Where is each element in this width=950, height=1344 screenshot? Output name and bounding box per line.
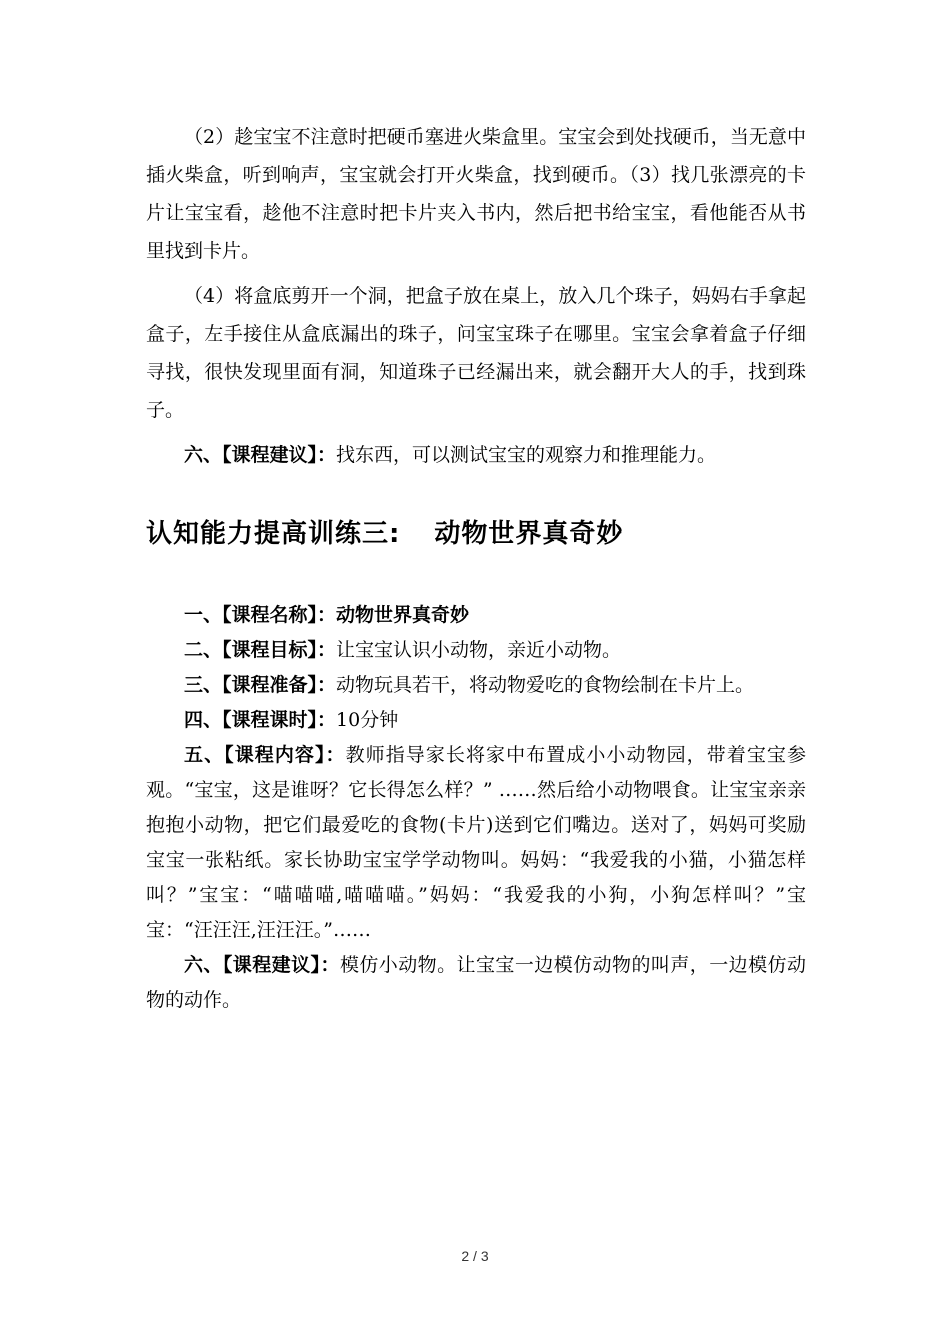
section-heading <box>146 512 806 556</box>
course-duration-item <box>146 703 806 738</box>
section-title: 认知能力提高训练三: <box>146 519 401 549</box>
item-label: 三、【课程准备】： <box>184 674 337 696</box>
item-text: 10分钟 <box>336 709 399 731</box>
item-text: 让宝宝认识小动物，亲近小动物。 <box>336 639 622 661</box>
item-label: 二、【课程目标】： <box>184 639 337 661</box>
course-items <box>146 598 806 1018</box>
item-label: 一、【课程名称】： <box>184 604 337 626</box>
paragraph-coin-and-card: （2）趁宝宝不注意时把硬币塞进火柴盒里。宝宝会到处找硬币，当无意中插火柴盒，听到响声，宝宝就会打开火柴盒，找到硬币。（3）找几张漂亮的卡片让宝宝看，趁他不注意时把卡片夹入书内，然后把书给宝宝，看他能否从书里找到卡片。 <box>146 126 806 262</box>
course-content-item <box>146 738 806 948</box>
item-text: 动物世界真奇妙 <box>336 604 470 626</box>
course-suggestion-item <box>146 948 806 1018</box>
prev-course-suggestion <box>146 436 806 474</box>
section-subtitle: 动物世界真奇妙 <box>434 519 624 549</box>
item-label: 四、【课程课时】： <box>184 709 337 731</box>
suggestion-label: 六、【课程建议】： <box>184 444 337 466</box>
course-name-item <box>146 598 806 633</box>
item-text: 动物玩具若干，将动物爱吃的食物绘制在卡片上。 <box>336 674 755 696</box>
document-page <box>146 118 806 1018</box>
suggestion-text: 找东西，可以测试宝宝的观察力和推理能力。 <box>336 444 717 466</box>
course-goal-item <box>146 633 806 668</box>
item-text: 模仿小动物。让宝宝一边模仿动物的叫声，一边模仿动物的动作。 <box>146 954 806 1011</box>
item-label: 六、【课程建议】： <box>184 954 340 976</box>
course-preparation-item <box>146 668 806 703</box>
page-number: 2 / 3 <box>461 1248 489 1264</box>
item-label: 五、【课程内容】： <box>184 744 346 766</box>
item-text: 教师指导家长将家中布置成小小动物园，带着宝宝参观。“宝宝，这是谁呀？它长得怎么样？” ……然后给小动物喂食。让宝宝亲亲抱抱小动物，把它们最爱吃的食物(卡片)送到它们嘴边。送对了，妈妈可奖励宝宝一张粘纸。家长协助宝宝学学动物叫。妈妈：“我爱我的小猫，小猫怎样叫？”宝宝：“喵喵喵,喵喵喵。”妈妈：“我爱我的小狗，小狗怎样叫？”宝宝：“汪汪汪,汪汪汪。”…… <box>146 744 806 941</box>
paragraph-box-and-beads: （4）将盒底剪开一个洞，把盒子放在桌上，放入几个珠子，妈妈右手拿起盒子，左手接住从盒底漏出的珠子，问宝宝珠子在哪里。宝宝会拿着盒子仔细寻找，很快发现里面有洞，知道珠子已经漏出来，就会翻开大人的手，找到珠子。 <box>146 285 806 421</box>
